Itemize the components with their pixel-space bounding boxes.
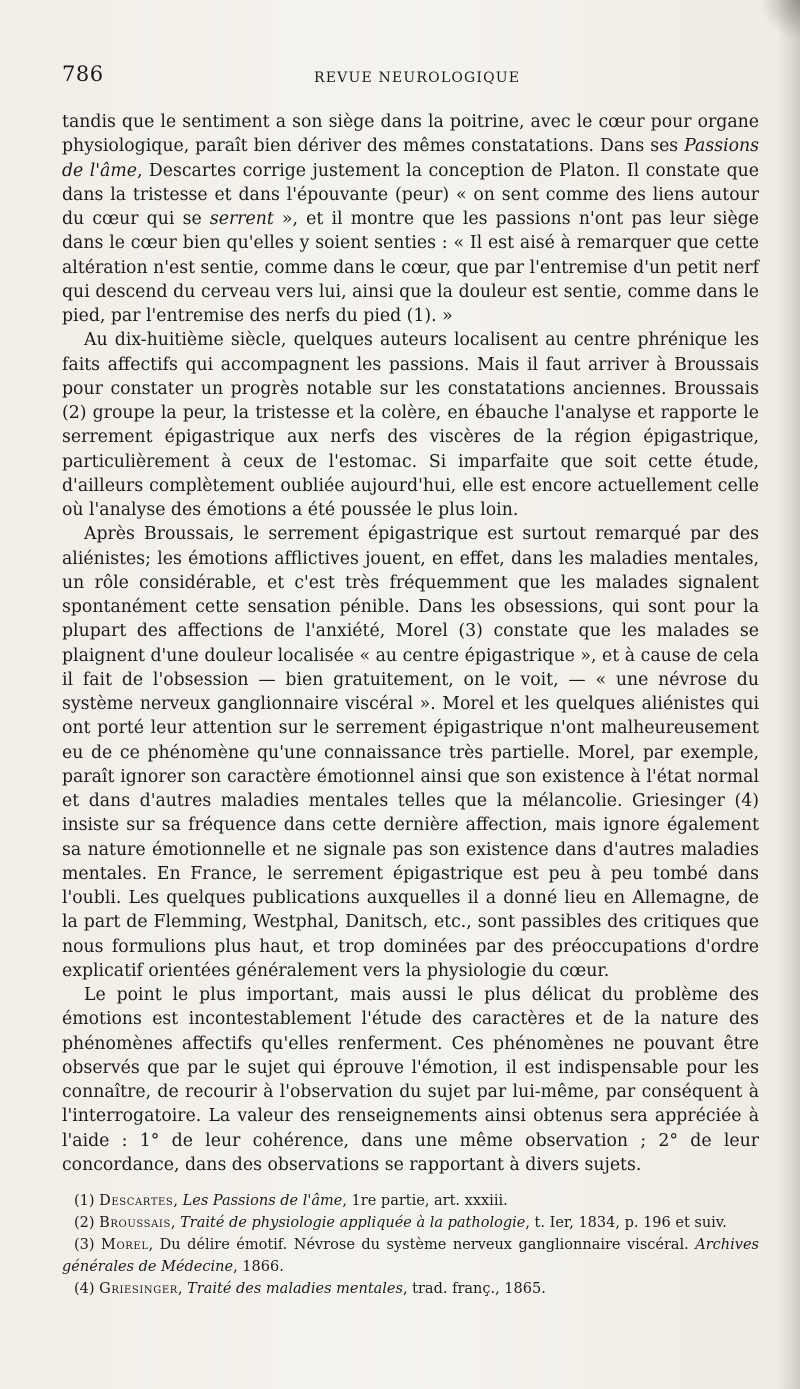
footnote-4 <box>62 1278 759 1300</box>
paragraph-1-emphasis: serrent <box>209 209 274 229</box>
paragraph-1-text-b: , Descartes corrige justement la conception de Platon. Il constate que dans la tristesse et dans l'épouvante (peur) « on sent comme des liens autour du cœur qui se <box>62 160 759 229</box>
footnote-title: Traité de physiologie appliquée à la pathologie <box>180 1215 526 1231</box>
footnote-3 <box>62 1234 759 1278</box>
footnote-separator: , <box>173 1193 183 1209</box>
footnote-rest: , trad. franç., 1865. <box>402 1281 546 1297</box>
paragraph-1-text-c: », et il montre que les passions n'ont pas leur siège dans le cœur bien qu'elles y soient senties : « Il est aisé à remarquer que cette altération n'est sentie, comme dans le cœur, que par l'entremise d'un petit nerf qui descend du cerveau vers lui, ainsi que la douleur est sentie, comme dans le pied, par l'entremise des nerfs du pied (1). » <box>62 209 759 326</box>
footnote-author: Morel <box>101 1237 149 1253</box>
running-head: REVUE NEUROLOGIQUE <box>314 70 521 86</box>
footnote-1 <box>62 1190 759 1212</box>
footnote-rest: , t. Ier, 1834, p. 196 et suiv. <box>525 1215 727 1231</box>
footnote-number: (3) <box>74 1237 102 1253</box>
page-corner-shadow <box>760 0 800 40</box>
paragraph-4: Le point le plus important, mais aussi le plus délicat du problème des émotions est incontestablement l'étude des caractères et de la nature des phénomènes affectifs qu'elles renferment. Ces phénomènes ne pouvant être observés que par le sujet qui éprouve l'émotion, il est indispensable pour les connaître, de recourir à l'observation du sujet par lui-même, par conséquent à l'interrogatoire. La valeur des renseignements ainsi obtenus sera appréciée à l'aide : 1° de leur cohérence, dans une même observation ; 2° de leur concordance, dans des observations se rapportant à divers sujets. <box>62 985 759 1175</box>
footnote-number: (1) <box>74 1193 100 1209</box>
footnote-author: Broussais <box>99 1215 171 1231</box>
footnote-author: Descartes <box>99 1193 174 1209</box>
footnote-2 <box>62 1212 759 1234</box>
paragraph-3: Après Broussais, le serrement épigastrique est surtout remarqué par des aliénistes; les émotions afflictives jouent, en effet, dans les maladies mentales, un rôle considérable, et c'est très fréquemment que les malades signalent spontanément cette sensation pénible. Dans les obsessions, qui sont pour la plupart des affections de l'anxiété, Morel (3) constate que les malades se plaignent d'une douleur localisée « au centre épigastrique », et à cause de cela il fait de l'obsession — bien gratuitement, on le voit, — « une névrose du système nerveux ganglionnaire viscéral ». Morel et les quelques aliénistes qui ont porté leur attention sur le serrement épigastrique n'ont malheureusement eu de ce phénomène qu'une connaissance très partielle. Morel, par exemple, paraît ignorer son caractère émotionnel ainsi que son existence à l'état normal et dans d'autres maladies mentales telles que la mélancolie. Griesinger (4) insiste sur sa fréquence dans cette dernière affection, mais ignore également sa nature émotionnelle et ne signale pas son existence dans d'autres maladies mentales. En France, le serrement épigastrique est peu à peu tombé dans l'oubli. Les quelques publications auxquelles il a donné lieu en Allemagne, de la part de Flemming, Westphal, Danitsch, etc., sont passibles des critiques que nous formulions plus haut, et trop dominées par des préoccupations d'ordre explicatif orientées généralement vers la physiologie du cœur. <box>62 524 759 981</box>
page-header <box>62 62 762 92</box>
footnote-separator: , <box>177 1281 188 1297</box>
footnote-separator: , <box>170 1215 181 1231</box>
footnote-author: Griesinger <box>99 1281 178 1297</box>
page-number: 786 <box>62 62 104 86</box>
footnote-plain-text: Du délire émotif. Névrose du système nerveux ganglionnaire viscéral. <box>159 1237 696 1253</box>
paragraph-1-text-a: tandis que le sentiment a son siège dans la poitrine, avec le cœur pour organe physiologique, paraît bien dériver des mêmes constatations. Dans ses <box>62 112 759 157</box>
paragraph-1 <box>62 110 759 328</box>
footnote-rest: , 1866. <box>233 1259 284 1275</box>
footnote-title: Archives générales de Médecine <box>62 1237 759 1275</box>
footnote-number: (2) <box>74 1215 100 1231</box>
page-edge-shadow <box>778 0 800 1389</box>
footnotes <box>62 1190 759 1300</box>
footnote-separator: , <box>148 1237 160 1253</box>
footnote-title: Traité des maladies mentales <box>187 1281 403 1297</box>
footnote-title: Les Passions de l'âme <box>182 1193 343 1209</box>
paragraph-1-book-title: Passions de l'âme <box>62 136 759 181</box>
body-text <box>62 110 759 1177</box>
footnote-rest: , 1re partie, art. xxxiii. <box>342 1193 508 1209</box>
footnote-number: (4) <box>74 1281 100 1297</box>
paragraph-2: Au dix-huitième siècle, quelques auteurs localisent au centre phrénique les faits affectifs qui accompagnent les passions. Mais il faut arriver à Broussais pour constater un progrès notable sur les constatations anciennes. Broussais (2) groupe la peur, la tristesse et la colère, en ébauche l'analyse et rapporte le serrement épigastrique aux nerfs des viscères de la région épigastrique, particulièrement à ceux de l'estomac. Si imparfaite que soit cette étude, d'ailleurs complètement oubliée aujourd'hui, elle est encore actuellement celle où l'analyse des émotions a été poussée le plus loin. <box>62 330 759 520</box>
